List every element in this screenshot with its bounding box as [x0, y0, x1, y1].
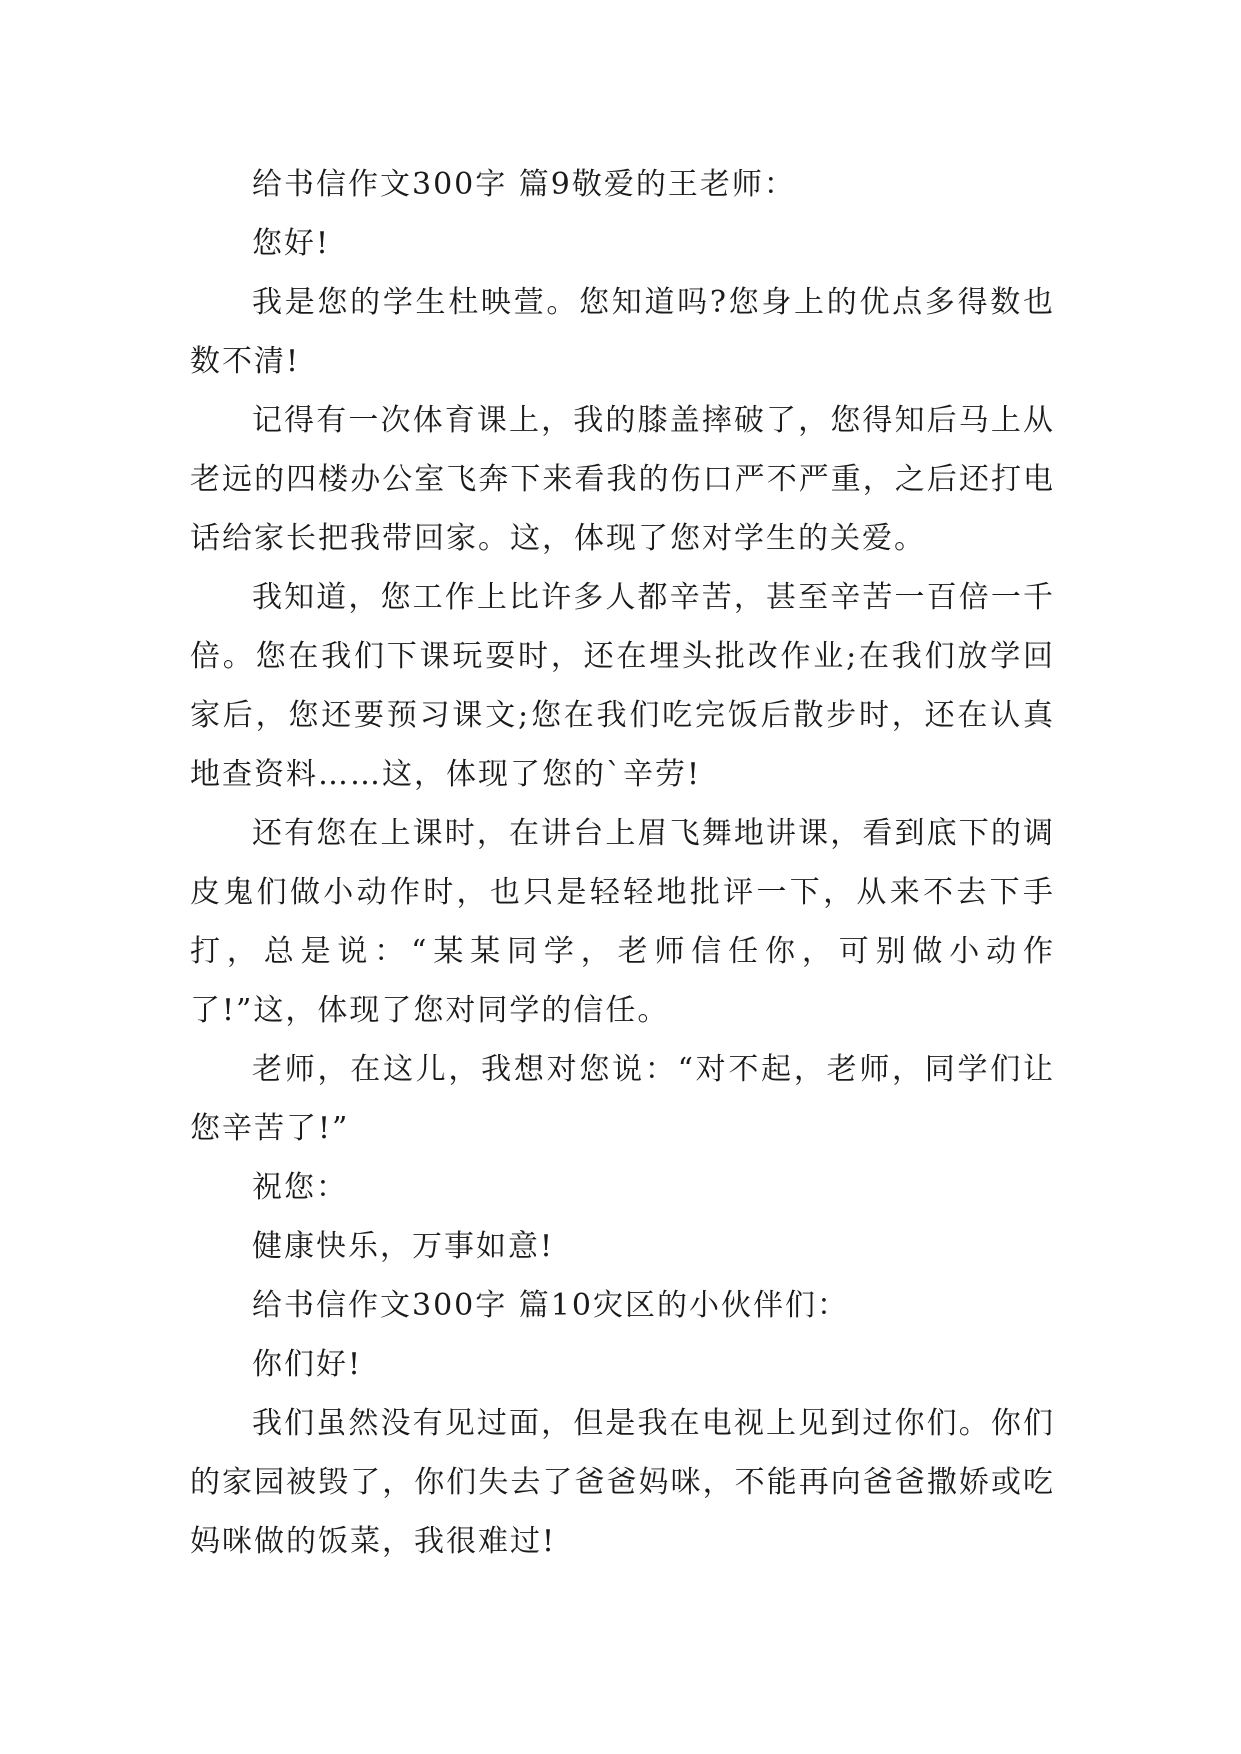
greeting: 你们好!: [252, 1347, 363, 1382]
paragraph: 老师，在这儿，我想对您说：“对不起，老师，同学们让您辛苦了!”: [190, 1052, 1055, 1146]
document-body: [190, 155, 1055, 1571]
greeting: 您好!: [252, 226, 331, 261]
paragraph: 我们虽然没有见过面，但是我在电视上见到过你们。你们的家园被毁了，你们失去了爸爸妈咪，不能再向爸爸撒娇或吃妈咪做的饭菜，我很难过!: [190, 1406, 1055, 1559]
heading-letter-10: 给书信作文300字 篇10灾区的小伙伴们：: [252, 1288, 849, 1323]
paragraph: 我知道，您工作上比许多人都辛苦，甚至辛苦一百倍一千倍。您在我们下课玩耍时，还在埋头批改作业;在我们放学回家后，您还要预习课文;您在我们吃完饭后散步时，还在认真地查资料……这，体现了您的`辛劳!: [190, 580, 1055, 792]
paragraph: 还有您在上课时，在讲台上眉飞舞地讲课，看到底下的调皮鬼们做小动作时，也只是轻轻地批评一下，从来不去下手打，总是说：“某某同学，老师信任你，可别做小动作了!”这，体现了您对同学的信任。: [190, 816, 1055, 1028]
closing: 祝您：: [252, 1170, 348, 1205]
heading-letter-9: 给书信作文300字 篇9敬爱的王老师：: [252, 167, 796, 202]
paragraph: 我是您的学生杜映萱。您知道吗?您身上的优点多得数也数不清!: [190, 285, 1055, 379]
paragraph: 记得有一次体育课上，我的膝盖摔破了，您得知后马上从老远的四楼办公室飞奔下来看我的伤口严不严重，之后还打电话给家长把我带回家。这，体现了您对学生的关爱。: [190, 403, 1055, 556]
closing-wish: 健康快乐，万事如意!: [252, 1229, 555, 1264]
